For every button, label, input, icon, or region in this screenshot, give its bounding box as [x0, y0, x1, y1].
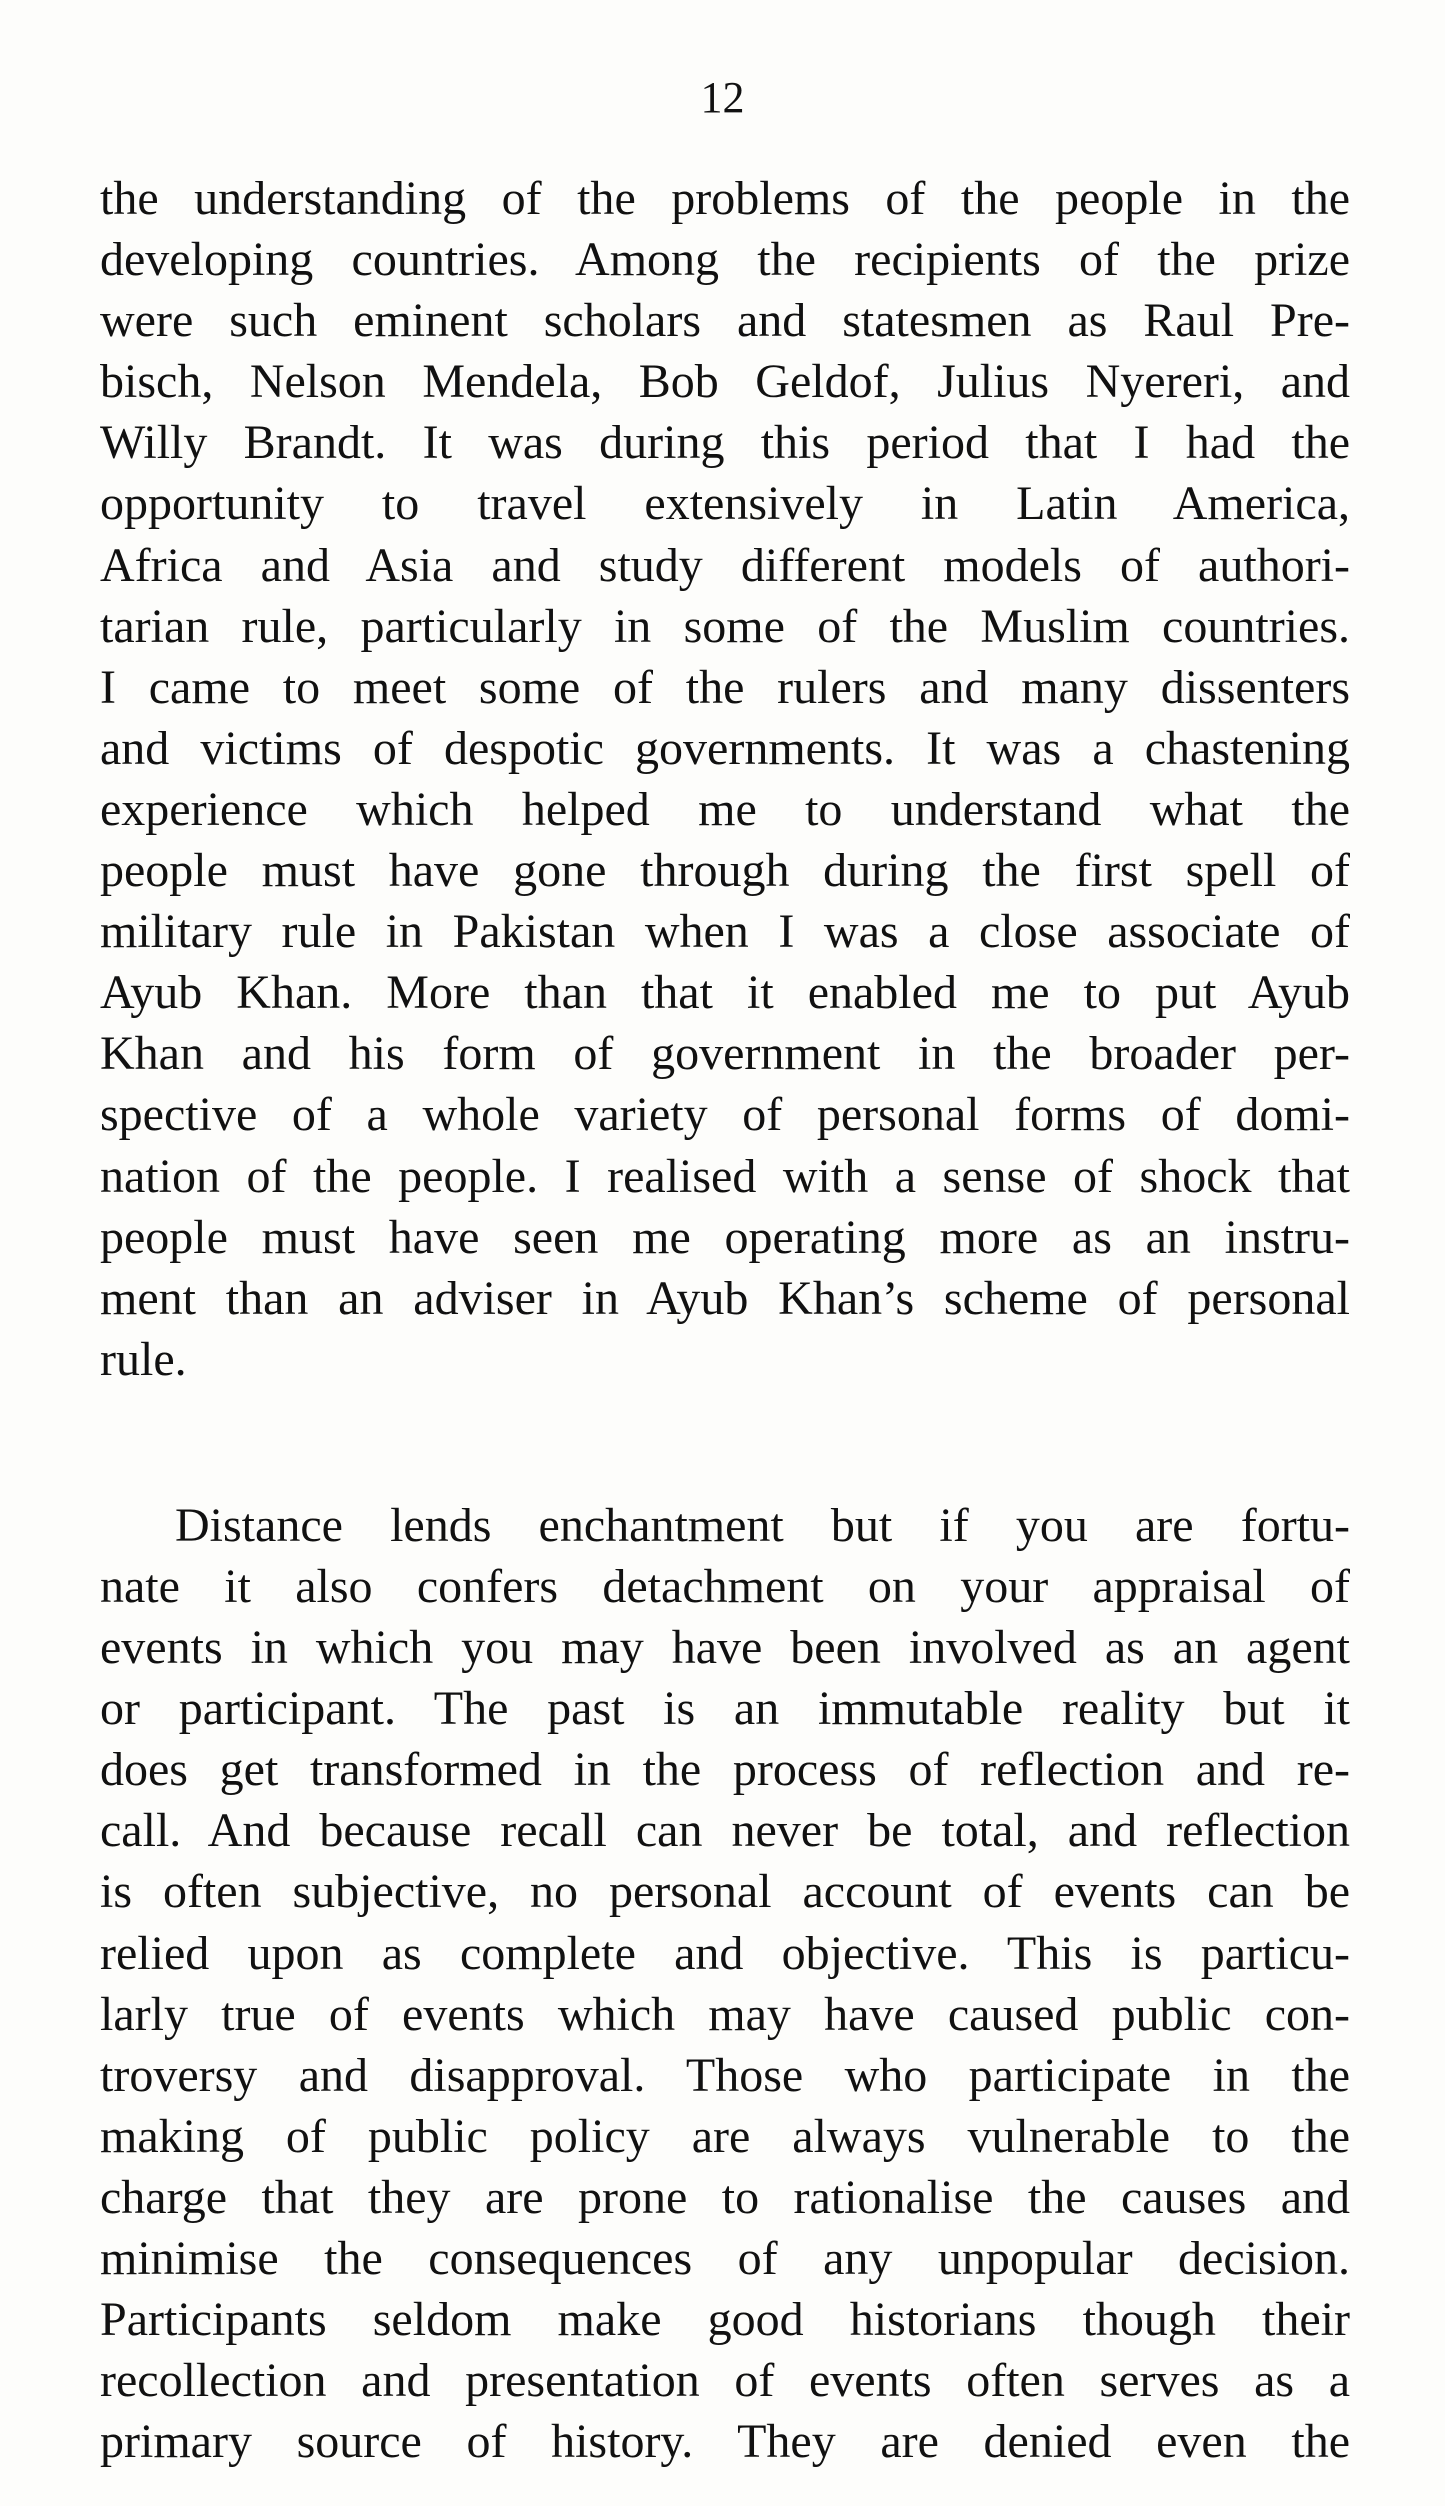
- text-line: people must have seen me operating more as an instru-: [100, 1210, 1350, 1264]
- text-line: were such eminent scholars and statesmen as Raul Pre-: [100, 294, 1350, 348]
- paragraph-gap: [100, 1390, 1350, 1495]
- text-line: primary source of history. They are denied even the: [100, 2415, 1350, 2469]
- text-line: rule.: [100, 1332, 187, 1386]
- paragraph-2: [100, 1495, 1350, 2473]
- text-line: larly true of events which may have caused public con-: [100, 1987, 1350, 2041]
- text-line: events in which you may have been involved as an agent: [100, 1621, 1350, 1675]
- text-line: opportunity to travel extensively in Latin America,: [100, 477, 1350, 531]
- text-line: people must have gone through during the first spell of: [100, 844, 1350, 898]
- text-line: nate it also confers detachment on your appraisal of: [100, 1559, 1350, 1613]
- paragraph-1: [100, 168, 1350, 1390]
- text-line: developing countries. Among the recipients of the prize: [100, 233, 1350, 287]
- text-line: recollection and presentation of events often serves as a: [100, 2354, 1350, 2408]
- text-line: tarian rule, particularly in some of the Muslim countries.: [100, 599, 1350, 653]
- text-line: charge that they are prone to rationalise the causes and: [100, 2170, 1350, 2224]
- text-line: Distance lends enchantment but if you are fortu-: [175, 1498, 1350, 1552]
- text-line: Khan and his form of government in the broader per-: [100, 1027, 1350, 1081]
- text-line: call. And because recall can never be total, and reflection: [100, 1804, 1350, 1858]
- text-line: Ayub Khan. More than that it enabled me to put Ayub: [100, 966, 1350, 1020]
- text-line: nation of the people. I realised with a sense of shock that: [100, 1149, 1350, 1203]
- text-line: Participants seldom make good historians though their: [100, 2293, 1350, 2347]
- text-line: Willy Brandt. It was during this period that I had the: [100, 416, 1350, 470]
- text-line: ment than an adviser in Ayub Khan’s scheme of personal: [100, 1271, 1350, 1325]
- text-line: does get transformed in the process of reflection and re-: [100, 1743, 1350, 1797]
- text-line: and victims of despotic governments. It was a chastening: [100, 721, 1350, 775]
- text-line: is often subjective, no personal account of events can be: [100, 1865, 1350, 1919]
- text-line: military rule in Pakistan when I was a close associate of: [100, 905, 1350, 959]
- text-line: I came to meet some of the rulers and many dissenters: [100, 660, 1350, 714]
- page-number: 12: [700, 73, 745, 122]
- text-line: minimise the consequences of any unpopular decision.: [100, 2232, 1350, 2285]
- text-line: the understanding of the problems of the people in the: [100, 172, 1350, 225]
- body-text: [100, 168, 1350, 2472]
- text-line: troversy and disapproval. Those who participate in the: [100, 2048, 1350, 2102]
- text-line: bisch, Nelson Mendela, Bob Geldof, Julius Nyereri, and: [100, 355, 1350, 409]
- text-line: experience which helped me to understand what the: [100, 782, 1350, 836]
- text-line: or participant. The past is an immutable reality but it: [100, 1682, 1350, 1736]
- text-line: Africa and Asia and study different models of authori-: [100, 538, 1350, 592]
- text-line: relied upon as complete and objective. This is particu-: [100, 1926, 1350, 1980]
- text-line: spective of a whole variety of personal forms of domi-: [100, 1088, 1350, 1142]
- text-line: making of public policy are always vulnerable to the: [100, 2109, 1350, 2163]
